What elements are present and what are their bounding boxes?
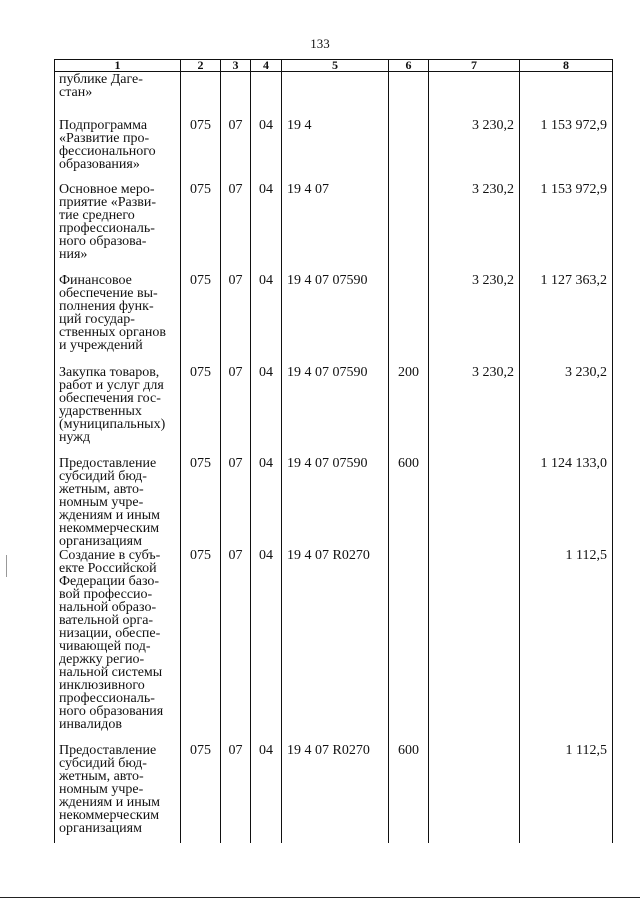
subsection2-cell: 04 xyxy=(251,182,282,273)
target-article-cell: 19 4 07 07590 xyxy=(282,273,389,365)
subsection2-cell: 04 xyxy=(251,365,282,456)
column-header: 2 xyxy=(181,60,221,72)
amount-col7-cell: 3 230,2 xyxy=(429,365,520,456)
subsection-cell: 07 xyxy=(221,743,251,843)
row-name-cell xyxy=(55,548,181,743)
expense-type-cell xyxy=(389,273,429,365)
subsection-cell: 07 xyxy=(221,273,251,365)
row-name-text: Подпрограмма «Развитие про- фессионального образования» xyxy=(59,117,156,172)
target-article-cell: 19 4 07 R0270 xyxy=(282,548,389,743)
expense-type-cell: 600 xyxy=(389,743,429,843)
amount-col7-cell xyxy=(429,743,520,843)
amount-col8-cell: 1 153 972,9 xyxy=(520,182,613,273)
target-article-cell: 19 4 07 R0270 xyxy=(282,743,389,843)
table-row xyxy=(55,182,613,273)
section-code-cell: 075 xyxy=(181,456,221,548)
section-code-cell: 075 xyxy=(181,118,221,182)
table-row xyxy=(55,72,613,118)
section-code-cell: 075 xyxy=(181,365,221,456)
amount-col8-cell: 1 153 972,9 xyxy=(520,118,613,182)
subsection-cell: 07 xyxy=(221,456,251,548)
table-row xyxy=(55,365,613,456)
row-name-cell xyxy=(55,118,181,182)
table-row xyxy=(55,548,613,743)
subsection2-cell: 04 xyxy=(251,548,282,743)
row-name-cell xyxy=(55,182,181,273)
amount-col8-cell: 1 112,5 xyxy=(520,548,613,743)
expense-type-cell xyxy=(389,182,429,273)
amount-col7-cell xyxy=(429,548,520,743)
row-name-text: Предоставление субсидий бюд- жетным, авто- номным учре- ждениям и иным некоммерческим организациям xyxy=(59,455,161,549)
table-row xyxy=(55,118,613,182)
amount-col7-cell: 3 230,2 xyxy=(429,182,520,273)
row-name-cell xyxy=(55,456,181,548)
column-header: 1 xyxy=(55,60,181,72)
subsection2-cell: 04 xyxy=(251,118,282,182)
expense-type-cell xyxy=(389,548,429,743)
table-header-row xyxy=(55,60,613,72)
subsection2-cell: 04 xyxy=(251,456,282,548)
table-row xyxy=(55,743,613,843)
table-body xyxy=(55,72,613,843)
row-name-cell xyxy=(55,273,181,365)
column-header: 3 xyxy=(221,60,251,72)
amount-col8-cell: 1 127 363,2 xyxy=(520,273,613,365)
row-name-text: публике Даге- стан» xyxy=(59,72,143,100)
subsection-cell: 07 xyxy=(221,365,251,456)
amount-col8-cell: 1 112,5 xyxy=(520,743,613,843)
section-code-cell xyxy=(181,72,221,118)
section-code-cell: 075 xyxy=(181,743,221,843)
subsection-cell: 07 xyxy=(221,548,251,743)
subsection2-cell: 04 xyxy=(251,273,282,365)
table-row xyxy=(55,456,613,548)
column-header: 6 xyxy=(389,60,429,72)
row-name-cell xyxy=(55,743,181,843)
section-code-cell: 075 xyxy=(181,273,221,365)
column-header: 7 xyxy=(429,60,520,72)
page-bottom-rule xyxy=(0,897,640,898)
budget-table xyxy=(54,59,613,843)
amount-col7-cell: 3 230,2 xyxy=(429,118,520,182)
row-name-text: Закупка товаров, работ и услуг для обеспечения гос- ударственных (муниципальных) нужд xyxy=(59,364,166,445)
table-row xyxy=(55,273,613,365)
subsection-cell xyxy=(221,72,251,118)
margin-mark xyxy=(6,555,7,577)
row-name-text: Финансовое обеспечение вы- полнения функ- ций государ- ственных органов и учреждений xyxy=(59,272,167,353)
expense-type-cell xyxy=(389,118,429,182)
column-header: 4 xyxy=(251,60,282,72)
expense-type-cell: 600 xyxy=(389,456,429,548)
target-article-cell: 19 4 07 xyxy=(282,182,389,273)
subsection-cell: 07 xyxy=(221,182,251,273)
amount-col7-cell: 3 230,2 xyxy=(429,273,520,365)
section-code-cell: 075 xyxy=(181,182,221,273)
row-name-text: Основное меро- приятие «Разви- тие среднего профессиональ- ного образова- ния» xyxy=(59,181,157,262)
row-name-text: Предоставление субсидий бюд- жетным, авто- номным учре- ждениям и иным некоммерческим организациям xyxy=(59,742,161,836)
row-name-text: Создание в субъ- екте Российской Федерации базо- вой профессио- нальной образо- вательной орга- низации, обеспе- чивающей под- держку регио- нальной системы инклюзивного профессиональ- ного образования инвалидов xyxy=(59,547,164,732)
expense-type-cell xyxy=(389,72,429,118)
row-name-cell xyxy=(55,365,181,456)
subsection-cell: 07 xyxy=(221,118,251,182)
page-number: 133 xyxy=(310,36,330,51)
amount-col8-cell xyxy=(520,72,613,118)
row-name-cell xyxy=(55,72,181,118)
target-article-cell: 19 4 xyxy=(282,118,389,182)
amount-col7-cell xyxy=(429,456,520,548)
target-article-cell: 19 4 07 07590 xyxy=(282,456,389,548)
amount-col8-cell: 1 124 133,0 xyxy=(520,456,613,548)
amount-col7-cell xyxy=(429,72,520,118)
subsection2-cell: 04 xyxy=(251,743,282,843)
target-article-cell xyxy=(282,72,389,118)
section-code-cell: 075 xyxy=(181,548,221,743)
amount-col8-cell: 3 230,2 xyxy=(520,365,613,456)
target-article-cell: 19 4 07 07590 xyxy=(282,365,389,456)
subsection2-cell xyxy=(251,72,282,118)
column-header: 5 xyxy=(282,60,389,72)
expense-type-cell: 200 xyxy=(389,365,429,456)
column-header: 8 xyxy=(520,60,613,72)
